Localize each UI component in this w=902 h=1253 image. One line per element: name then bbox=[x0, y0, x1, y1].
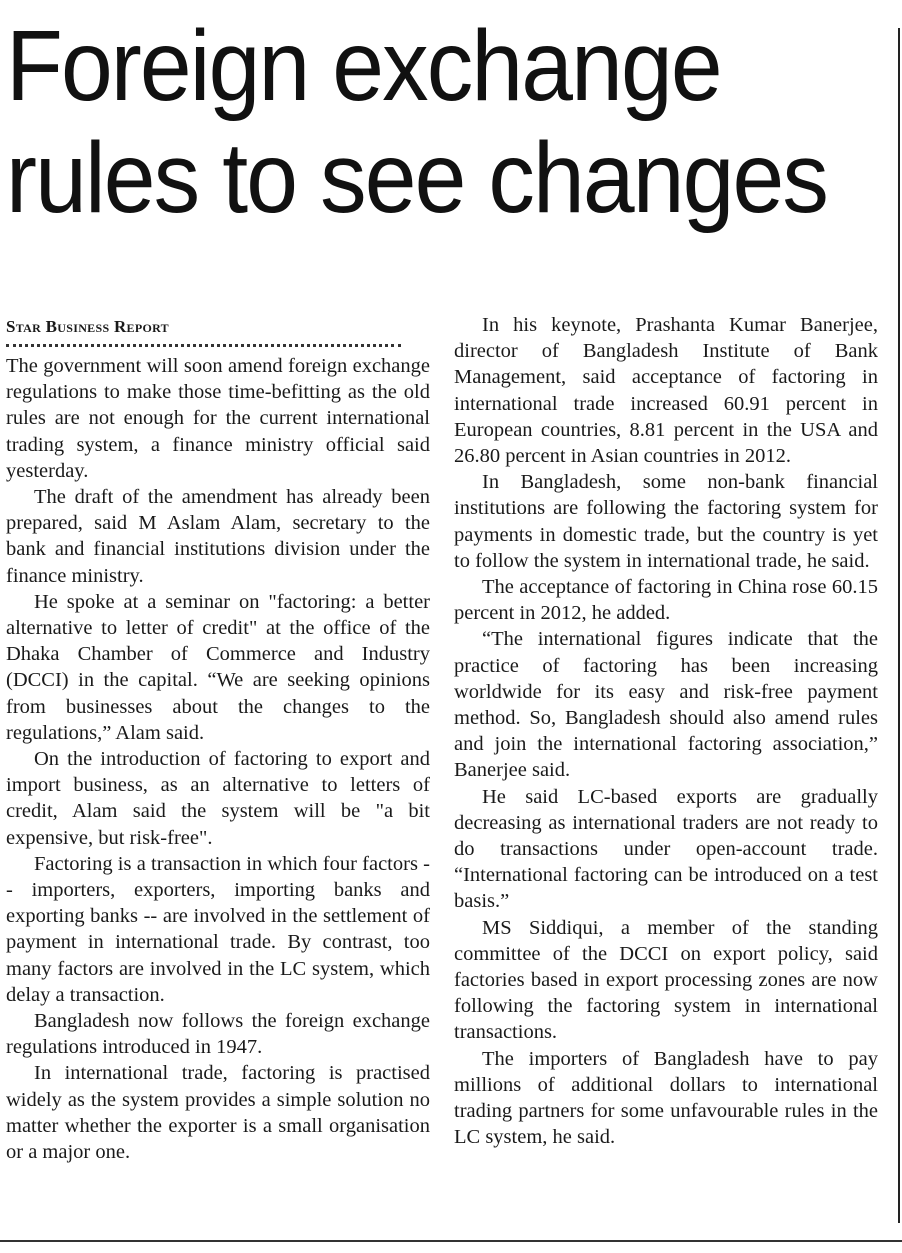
headline-line-1: Foreign exchange bbox=[6, 10, 721, 122]
paragraph: On the introduction of factoring to export and import business, as an alternative to letters of credit, Alam said the system will be "a bit expensive, but risk-free". bbox=[6, 748, 430, 849]
paragraph: MS Siddiqui, a member of the standing committee of the DCCI on export policy, said factories based in export processing zones are now following the factoring system in international transactions. bbox=[454, 916, 878, 1044]
paragraph: The draft of the amendment has already been prepared, said M Aslam Alam, secretary to the bank and financial institutions division under the finance ministry. bbox=[6, 486, 430, 587]
paragraph: Bangladesh now follows the foreign exchange regulations introduced in 1947. bbox=[6, 1010, 430, 1059]
paragraph: The government will soon amend foreign exchange regulations to make those time-befitting as the old rules are not enough for the current international trading system, a finance ministry official said yesterday. bbox=[6, 355, 430, 482]
byline-divider bbox=[6, 344, 401, 347]
paragraph: “The international figures indicate that the practice of factoring has been increasing worldwide for its easy and risk-free payment method. So, Bangladesh should also amend rules and join the international factoring association,” Banerjee said. bbox=[454, 628, 878, 782]
paragraph: In his keynote, Prashanta Kumar Banerjee, director of Bangladesh Institute of Bank Management, said acceptance of factoring in international trade increased 60.91 percent in European countries, 8.81 percent in the USA and 26.80 percent in Asian countries in 2012. bbox=[454, 314, 878, 468]
bottom-rule bbox=[0, 1240, 902, 1242]
column-rule-right bbox=[898, 28, 900, 1223]
headline bbox=[6, 10, 834, 234]
paragraph: The acceptance of factoring in China rose 60.15 percent in 2012, he added. bbox=[454, 576, 878, 625]
byline: Star Business Report bbox=[6, 317, 169, 336]
paragraph: He spoke at a seminar on "factoring: a better alternative to letter of credit" at the office of the Dhaka Chamber of Commerce and Industry (DCCI) in the capital. “We are seeking opinions from businesses about the changes to the regulations,” Alam said. bbox=[6, 590, 430, 744]
paragraph: The importers of Bangladesh have to pay millions of additional dollars to international trading partners for some unfavourable rules in the LC system, he said. bbox=[454, 1047, 878, 1149]
paragraph: In Bangladesh, some non-bank financial institutions are following the factoring system for payments in domestic trade, but the country is yet to follow the system in international trade, he said. bbox=[454, 471, 878, 572]
headline-line-2: rules to see changes bbox=[6, 122, 828, 234]
paragraph: Factoring is a transaction in which four factors -- importers, exporters, importing banks and exporting banks -- are involved in the settlement of payment in international trade. By contrast, too many factors are involved in the LC system, which delay a transaction. bbox=[6, 852, 430, 1006]
paragraph: In international trade, factoring is practised widely as the system provides a simple solution no matter whether the exporter is a small organisation or a major one. bbox=[6, 1062, 430, 1164]
article-column-left bbox=[6, 312, 430, 1165]
paragraph: He said LC-based exports are gradually decreasing as international traders are not ready to do transactions under open-account trade. “International factoring can be introduced on a test basis.” bbox=[454, 785, 878, 913]
article-column-right bbox=[454, 312, 878, 1151]
